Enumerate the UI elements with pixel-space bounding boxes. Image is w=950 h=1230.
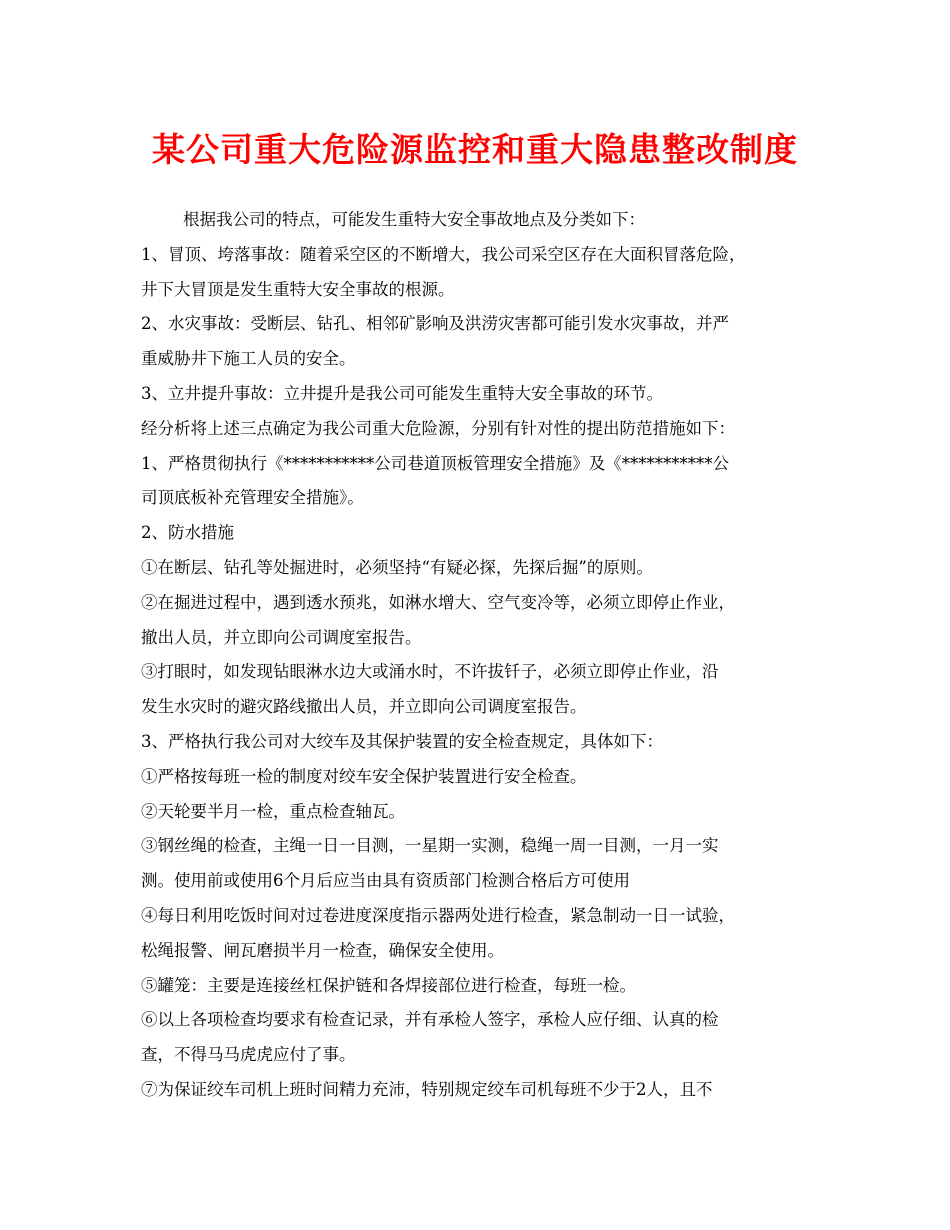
body-line: ⑦为保证绞车司机上班时间精力充沛，特别规定绞车司机每班不少于2人，且不: [141, 1079, 713, 1099]
body-line: 发生水灾时的避灾路线撤出人员，并立即向公司调度室报告。: [141, 697, 587, 717]
body-line: ⑤罐笼：主要是连接丝杠保护链和各焊接部位进行检查，每班一检。: [141, 975, 636, 995]
body-line: 井下大冒顶是发生重特大安全事故的根源。: [141, 279, 455, 299]
body-line: 根据我公司的特点，可能发生重特大安全事故地点及分类如下：: [183, 210, 645, 229]
body-line: 松绳报警、闸瓦磨损半月一检查，确保安全使用。: [141, 940, 504, 960]
body-line: 1、严格贯彻执行《***********公司巷道顶板管理安全措施》及《***********公: [141, 453, 729, 473]
body-line: ③打眼时，如发现钻眼淋水边大或涌水时，不许拔钎子，必须立即停止作业，沿: [141, 662, 719, 682]
body-line: 3、立井提升事故：立井提升是我公司可能发生重特大安全事故的环节。: [141, 383, 663, 403]
body-line: 2、水灾事故：受断层、钻孔、相邻矿影响及洪涝灾害都可能引发水灾事故，并严: [141, 314, 729, 334]
body-line: ②天轮要半月一检，重点检查轴瓦。: [141, 801, 405, 821]
document-body: [141, 203, 821, 1108]
body-line: ①严格按每班一检的制度对绞车安全保护装置进行安全检查。: [141, 766, 587, 786]
body-line: 重威胁井下施工人员的安全。: [141, 349, 356, 369]
body-line: 查，不得马马虎虎应付了事。: [141, 1045, 356, 1065]
body-line: 1、冒顶、垮落事故：随着采空区的不断增大，我公司采空区存在大面积冒落危险，: [141, 244, 746, 264]
body-line: 2、防水措施: [141, 523, 234, 543]
document-title: 某公司重大危险源监控和重大隐患整改制度: [152, 130, 798, 169]
body-line: 3、严格执行我公司对大绞车及其保护装置的安全检查规定，具体如下：: [141, 731, 663, 751]
body-line: ②在掘进过程中，遇到透水预兆，如淋水增大、空气变冷等，必须立即停止作业，: [141, 592, 735, 612]
body-line: ④每日利用吃饭时间对过卷进度深度指示器两处进行检查，紧急制动一日一试验，: [141, 905, 735, 925]
body-line: 测。使用前或使用6个月后应当由具有资质部门检测合格后方可使用: [141, 871, 630, 891]
body-line: 司顶底板补充管理安全措施》。: [141, 488, 364, 508]
body-line: 撤出人员，并立即向公司调度室报告。: [141, 627, 422, 647]
body-line: 经分析将上述三点确定为我公司重大危险源，分别有针对性的提出防范措施如下：: [141, 418, 735, 438]
body-line: ⑥以上各项检查均要求有检查记录，并有承检人签字，承检人应仔细、认真的检: [141, 1010, 719, 1030]
body-line: ①在断层、钻孔等处掘进时，必须坚持“有疑必探，先探后掘”的原则。: [141, 557, 653, 577]
body-line: ③钢丝绳的检查，主绳一日一目测，一星期一实测，稳绳一周一目测，一月一实: [141, 836, 719, 856]
